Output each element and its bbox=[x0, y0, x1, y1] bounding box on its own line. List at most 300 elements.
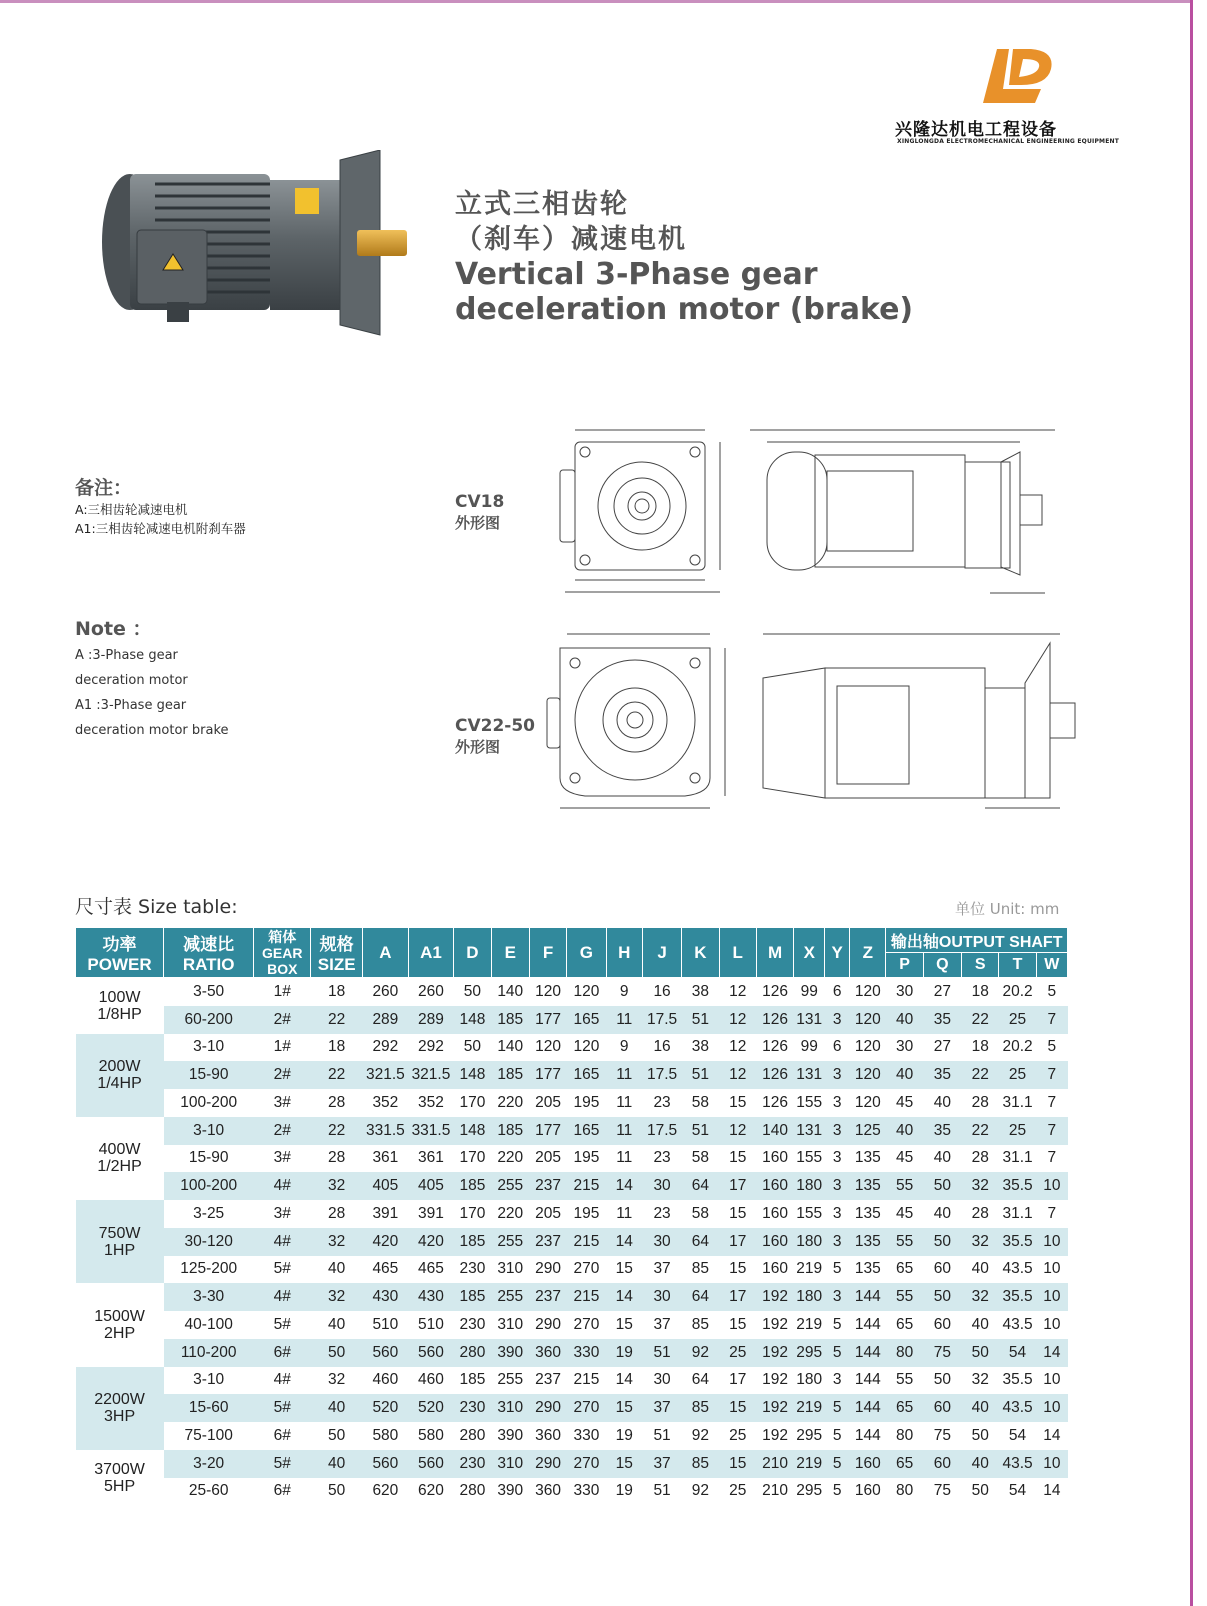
cv22-label bbox=[455, 716, 535, 757]
cv18-name: CV18 bbox=[455, 492, 505, 512]
table-cell: 120 bbox=[573, 982, 600, 1000]
table-cell: 3-50 bbox=[193, 982, 225, 1000]
table-cell: 160 bbox=[762, 1149, 788, 1167]
table-cell: 50 bbox=[923, 1283, 961, 1311]
table-cell: 192 bbox=[756, 1283, 793, 1311]
header-j: J bbox=[642, 928, 681, 978]
table-cell: 620 bbox=[372, 1482, 399, 1500]
table-cell: 5 bbox=[1047, 982, 1057, 1000]
table-cell: 260 bbox=[418, 982, 444, 1000]
table-row bbox=[76, 1394, 1068, 1422]
table-cell: 255 bbox=[491, 1283, 529, 1311]
table-cell: 6# bbox=[273, 1426, 291, 1444]
table-cell: 37 bbox=[642, 1394, 681, 1422]
table-cell: 120 bbox=[854, 1038, 881, 1056]
table-cell: 64 bbox=[682, 1283, 719, 1311]
table-cell: 210 bbox=[762, 1482, 788, 1500]
table-cell: 126 bbox=[762, 1093, 788, 1111]
table-cell: 37 bbox=[653, 1315, 671, 1333]
table-cell: 170 bbox=[459, 1149, 486, 1167]
table-cell: 17 bbox=[719, 1172, 756, 1200]
header-k: K bbox=[682, 928, 719, 978]
brand-logo bbox=[895, 45, 1120, 145]
table-cell: 1# bbox=[273, 982, 291, 1000]
table-cell: 3-25 bbox=[193, 1204, 225, 1222]
table-cell: 361 bbox=[372, 1149, 399, 1167]
table-cell: 295 bbox=[796, 1426, 823, 1444]
table-cell: 15 bbox=[729, 1149, 747, 1167]
table-cell: 45 bbox=[895, 1204, 914, 1222]
header-q: Q bbox=[923, 953, 961, 978]
cv22-drawing bbox=[545, 628, 1115, 833]
table-cell: 192 bbox=[762, 1426, 788, 1444]
table-cell: 58 bbox=[691, 1093, 710, 1111]
product-title bbox=[455, 187, 913, 327]
table-cell: 3 bbox=[832, 1093, 842, 1111]
table-cell: 7 bbox=[1047, 1204, 1057, 1222]
table-cell: 126 bbox=[756, 1061, 793, 1089]
header-ratio-cn: 减速比 bbox=[183, 935, 235, 954]
table-cell: 51 bbox=[682, 1061, 719, 1089]
table-cell: 230 bbox=[454, 1394, 491, 1422]
remark-block bbox=[75, 473, 246, 538]
table-cell: 177 bbox=[529, 1006, 566, 1034]
table-cell: 219 bbox=[794, 1450, 825, 1478]
table-cell: 64 bbox=[691, 1371, 710, 1389]
table-cell: 5# bbox=[254, 1450, 311, 1478]
table-cell: 2# bbox=[254, 1006, 311, 1034]
table-cell: 430 bbox=[363, 1283, 409, 1311]
table-cell: 17 bbox=[719, 1283, 756, 1311]
table-cell: 120 bbox=[535, 982, 562, 1000]
header-m: M bbox=[756, 928, 793, 978]
table-cell: 58 bbox=[691, 1204, 710, 1222]
table-cell: 16 bbox=[653, 982, 671, 1000]
table-cell: 4# bbox=[254, 1283, 311, 1311]
header-y: Y bbox=[825, 928, 850, 978]
table-cell: 140 bbox=[497, 1038, 524, 1056]
table-cell: 170 bbox=[459, 1204, 486, 1222]
table-cell: 28 bbox=[971, 1093, 989, 1111]
header-size-cn: 规格 bbox=[319, 935, 354, 954]
table-row bbox=[76, 1311, 1068, 1339]
header-gear-cn: 箱体 bbox=[268, 928, 297, 945]
table-cell: 7 bbox=[1036, 1006, 1067, 1034]
table-cell: 15 bbox=[615, 1315, 633, 1333]
table-row bbox=[76, 978, 1068, 1006]
table-row bbox=[76, 1200, 1068, 1228]
table-cell: 3 bbox=[832, 1204, 842, 1222]
table-cell: 148 bbox=[454, 1006, 491, 1034]
power-cell bbox=[76, 1450, 164, 1506]
table-cell: 50 bbox=[328, 1482, 346, 1500]
power-cell bbox=[76, 1200, 164, 1283]
header-s: S bbox=[962, 953, 999, 978]
header-size-en: SIZE bbox=[317, 955, 356, 974]
table-cell: 120 bbox=[854, 982, 881, 1000]
table-row bbox=[76, 1089, 1068, 1117]
table-cell: 219 bbox=[796, 1315, 823, 1333]
table-cell: 270 bbox=[567, 1394, 606, 1422]
table-cell: 15-90 bbox=[164, 1061, 254, 1089]
table-cell: 28 bbox=[971, 1149, 989, 1167]
table-cell: 280 bbox=[454, 1339, 491, 1367]
table-cell: 420 bbox=[363, 1228, 409, 1256]
header-w: W bbox=[1036, 953, 1067, 978]
table-cell: 12 bbox=[729, 1038, 747, 1056]
table-cell: 58 bbox=[691, 1149, 710, 1167]
power-cell bbox=[76, 1034, 164, 1117]
table-cell: 18 bbox=[971, 982, 989, 1000]
table-cell: 30 bbox=[642, 1172, 681, 1200]
header-h: H bbox=[606, 928, 642, 978]
table-cell: 125-200 bbox=[180, 1260, 238, 1278]
header-ratio bbox=[164, 928, 254, 978]
table-cell: 255 bbox=[497, 1371, 524, 1389]
table-cell: 19 bbox=[606, 1339, 642, 1367]
table-cell: 510 bbox=[418, 1315, 444, 1333]
table-cell: 215 bbox=[567, 1228, 606, 1256]
table-cell: 330 bbox=[567, 1339, 606, 1367]
table-cell: 280 bbox=[459, 1426, 486, 1444]
table-cell: 360 bbox=[535, 1482, 562, 1500]
table-cell: 237 bbox=[529, 1228, 566, 1256]
table-cell: 120 bbox=[850, 1061, 886, 1089]
table-cell: 65 bbox=[895, 1315, 914, 1333]
table-cell: 270 bbox=[567, 1450, 606, 1478]
table-cell: 230 bbox=[459, 1260, 486, 1278]
table-cell: 23 bbox=[653, 1204, 671, 1222]
table-cell: 40 bbox=[933, 1149, 952, 1167]
table-cell: 85 bbox=[682, 1450, 719, 1478]
table-cell: 85 bbox=[691, 1260, 710, 1278]
table-cell: 22 bbox=[311, 1061, 363, 1089]
table-cell: 17.5 bbox=[642, 1006, 681, 1034]
table-cell: 205 bbox=[535, 1149, 562, 1167]
table-cell: 460 bbox=[418, 1371, 444, 1389]
table-cell: 321.5 bbox=[408, 1061, 454, 1089]
table-cell: 144 bbox=[854, 1371, 881, 1389]
table-row bbox=[76, 1422, 1068, 1450]
table-cell: 25 bbox=[999, 1117, 1036, 1145]
table-cell: 11 bbox=[616, 1093, 633, 1111]
header-gear-en2: BOX bbox=[267, 960, 298, 977]
table-cell: 5 bbox=[832, 1426, 842, 1444]
table-cell: 144 bbox=[854, 1426, 881, 1444]
table-cell: 290 bbox=[529, 1394, 566, 1422]
table-row bbox=[76, 1450, 1068, 1478]
table-cell: 50 bbox=[962, 1339, 999, 1367]
table-cell: 20.2 bbox=[1002, 1038, 1033, 1056]
table-cell: 295 bbox=[796, 1482, 823, 1500]
table-cell: 14 bbox=[1043, 1426, 1061, 1444]
table-cell: 3 bbox=[825, 1172, 850, 1200]
table-cell: 255 bbox=[491, 1172, 529, 1200]
table-cell: 15 bbox=[729, 1315, 747, 1333]
table-cell: 3 bbox=[825, 1061, 850, 1089]
table-cell: 32 bbox=[971, 1371, 989, 1389]
table-cell: 28 bbox=[328, 1204, 346, 1222]
table-cell: 60 bbox=[923, 1394, 961, 1422]
table-cell: 43.5 bbox=[1002, 1260, 1033, 1278]
table-cell: 92 bbox=[682, 1339, 719, 1367]
table-cell: 192 bbox=[762, 1315, 788, 1333]
table-cell: 22 bbox=[311, 1117, 363, 1145]
power-watts: 100W bbox=[98, 988, 141, 1006]
table-cell: 3-10 bbox=[164, 1117, 254, 1145]
table-cell: 50 bbox=[463, 1038, 482, 1056]
power-hp: 1/4HP bbox=[97, 1075, 142, 1093]
header-t: T bbox=[999, 953, 1036, 978]
table-cell: 25 bbox=[999, 1061, 1036, 1089]
table-cell: 580 bbox=[418, 1426, 444, 1444]
table-cell: 331.5 bbox=[363, 1117, 409, 1145]
size-table-body bbox=[76, 978, 1068, 1506]
table-cell: 160 bbox=[854, 1482, 881, 1500]
table-cell: 15 bbox=[729, 1260, 747, 1278]
table-row bbox=[76, 1228, 1068, 1256]
note-line: deceration motor brake bbox=[75, 723, 229, 738]
table-row bbox=[76, 1061, 1068, 1089]
table-cell: 14 bbox=[606, 1283, 642, 1311]
power-hp: 2HP bbox=[103, 1324, 136, 1342]
logo-english-name: XINGLONGDA ELECTROMECHANICAL ENGINEERING EQUIPMENT bbox=[897, 138, 1120, 145]
power-watts: 3700W bbox=[94, 1460, 145, 1478]
table-cell: 65 bbox=[886, 1394, 923, 1422]
table-cell: 10 bbox=[1036, 1228, 1067, 1256]
table-cell: 5# bbox=[273, 1260, 291, 1278]
table-cell: 361 bbox=[418, 1149, 444, 1167]
note-block bbox=[75, 614, 229, 743]
table-cell: 19 bbox=[615, 1426, 633, 1444]
table-cell: 180 bbox=[794, 1283, 825, 1311]
remark-line: A1:三相齿轮减速电机附刹车器 bbox=[75, 521, 246, 536]
table-cell: 215 bbox=[573, 1371, 600, 1389]
table-cell: 100-200 bbox=[164, 1172, 254, 1200]
table-cell: 50 bbox=[971, 1482, 989, 1500]
table-cell: 55 bbox=[886, 1283, 923, 1311]
table-cell: 210 bbox=[756, 1450, 793, 1478]
table-cell: 390 bbox=[497, 1482, 524, 1500]
table-cell: 580 bbox=[372, 1426, 399, 1444]
table-cell: 10 bbox=[1036, 1283, 1067, 1311]
table-cell: 3-10 bbox=[193, 1038, 225, 1056]
table-cell: 420 bbox=[408, 1228, 454, 1256]
table-cell: 165 bbox=[567, 1006, 606, 1034]
table-cell: 12 bbox=[729, 982, 747, 1000]
table-cell: 40 bbox=[311, 1394, 363, 1422]
table-cell: 144 bbox=[850, 1394, 886, 1422]
table-cell: 51 bbox=[642, 1339, 681, 1367]
table-cell: 18 bbox=[328, 982, 346, 1000]
table-cell: 237 bbox=[529, 1283, 566, 1311]
table-cell: 28 bbox=[328, 1149, 346, 1167]
table-cell: 25 bbox=[729, 1426, 747, 1444]
table-cell: 192 bbox=[756, 1339, 793, 1367]
table-cell: 22 bbox=[311, 1006, 363, 1034]
table-cell: 5 bbox=[825, 1450, 850, 1478]
table-cell: 160 bbox=[756, 1172, 793, 1200]
table-cell: 17.5 bbox=[642, 1061, 681, 1089]
table-cell: 295 bbox=[794, 1339, 825, 1367]
table-cell: 92 bbox=[691, 1426, 710, 1444]
table-cell: 160 bbox=[756, 1228, 793, 1256]
cv18-label bbox=[455, 492, 504, 533]
table-row bbox=[76, 1172, 1068, 1200]
table-cell: 6 bbox=[832, 982, 842, 1000]
table-cell: 5 bbox=[1047, 1038, 1057, 1056]
table-cell: 43.5 bbox=[1002, 1315, 1033, 1333]
table-cell: 30-120 bbox=[164, 1228, 254, 1256]
table-cell: 144 bbox=[854, 1315, 881, 1333]
table-cell: 3# bbox=[273, 1149, 291, 1167]
power-watts: 750W bbox=[98, 1224, 141, 1242]
power-watts: 2200W bbox=[94, 1391, 145, 1409]
table-cell: 25 bbox=[999, 1006, 1036, 1034]
table-cell: 30 bbox=[895, 1038, 914, 1056]
table-cell: 220 bbox=[497, 1204, 524, 1222]
table-cell: 11 bbox=[606, 1117, 642, 1145]
table-cell: 160 bbox=[850, 1450, 886, 1478]
table-cell: 192 bbox=[756, 1394, 793, 1422]
power-hp: 1HP bbox=[103, 1241, 136, 1259]
table-cell: 177 bbox=[529, 1117, 566, 1145]
table-cell: 31.1 bbox=[1002, 1093, 1033, 1111]
table-cell: 35.5 bbox=[999, 1228, 1036, 1256]
table-cell: 185 bbox=[459, 1371, 486, 1389]
table-cell: 30 bbox=[653, 1371, 671, 1389]
table-cell: 10 bbox=[1036, 1172, 1067, 1200]
table-cell: 9 bbox=[619, 982, 629, 1000]
table-cell: 75 bbox=[933, 1482, 952, 1500]
table-cell: 45 bbox=[895, 1093, 914, 1111]
table-cell: 18 bbox=[971, 1038, 989, 1056]
table-cell: 100-200 bbox=[180, 1093, 238, 1111]
header-p: P bbox=[886, 953, 923, 978]
power-cell bbox=[76, 1117, 164, 1200]
table-cell: 352 bbox=[372, 1093, 399, 1111]
table-cell: 32 bbox=[962, 1283, 999, 1311]
table-cell: 126 bbox=[756, 1006, 793, 1034]
cv18-drawing bbox=[545, 415, 1115, 605]
table-cell: 40 bbox=[971, 1260, 989, 1278]
table-row bbox=[76, 1478, 1068, 1506]
table-cell: 126 bbox=[762, 1038, 788, 1056]
table-cell: 120 bbox=[535, 1038, 562, 1056]
table-cell: 219 bbox=[794, 1394, 825, 1422]
table-cell: 5 bbox=[832, 1315, 842, 1333]
table-cell: 30 bbox=[895, 982, 914, 1000]
table-cell: 15 bbox=[719, 1450, 756, 1478]
table-cell: 5 bbox=[825, 1339, 850, 1367]
table-cell: 5 bbox=[832, 1260, 842, 1278]
table-cell: 290 bbox=[535, 1260, 562, 1278]
table-cell: 64 bbox=[682, 1172, 719, 1200]
table-cell: 3# bbox=[273, 1204, 291, 1222]
table-cell: 289 bbox=[408, 1006, 454, 1034]
power-cell bbox=[76, 1367, 164, 1450]
table-cell: 6 bbox=[832, 1038, 842, 1056]
table-cell: 75 bbox=[933, 1426, 952, 1444]
table-cell: 99 bbox=[800, 982, 818, 1000]
table-cell: 32 bbox=[311, 1228, 363, 1256]
table-cell: 40 bbox=[886, 1006, 923, 1034]
cv22-name: CV22-50 bbox=[455, 716, 536, 736]
note-line: A1 :3-Phase gear bbox=[75, 698, 187, 713]
table-cell: 15 bbox=[615, 1260, 633, 1278]
table-cell: 215 bbox=[567, 1283, 606, 1311]
table-cell: 2# bbox=[254, 1061, 311, 1089]
table-cell: 292 bbox=[372, 1038, 399, 1056]
power-hp: 1/8HP bbox=[97, 1005, 142, 1023]
table-cell: 321.5 bbox=[363, 1061, 409, 1089]
table-cell: 12 bbox=[719, 1061, 756, 1089]
table-cell: 11 bbox=[616, 1204, 633, 1222]
header-output-shaft: 输出轴OUTPUT SHAFT bbox=[886, 928, 1068, 953]
table-cell: 75 bbox=[923, 1339, 961, 1367]
table-cell: 30 bbox=[642, 1283, 681, 1311]
table-cell: 28 bbox=[328, 1093, 346, 1111]
table-cell: 560 bbox=[363, 1339, 409, 1367]
table-cell: 352 bbox=[418, 1093, 444, 1111]
table-cell: 11 bbox=[616, 1149, 633, 1167]
note-heading: Note ： bbox=[75, 618, 152, 640]
table-cell: 15 bbox=[719, 1394, 756, 1422]
table-cell: 120 bbox=[854, 1093, 881, 1111]
table-cell: 40 bbox=[933, 1093, 952, 1111]
table-cell: 17 bbox=[719, 1228, 756, 1256]
table-cell: 37 bbox=[653, 1260, 671, 1278]
table-cell: 310 bbox=[491, 1394, 529, 1422]
table-row bbox=[76, 1283, 1068, 1311]
table-row bbox=[76, 1006, 1068, 1034]
table-cell: 60-200 bbox=[164, 1006, 254, 1034]
header-power-en: POWER bbox=[87, 955, 152, 974]
table-cell: 110-200 bbox=[164, 1339, 254, 1367]
table-cell: 31.1 bbox=[1002, 1204, 1033, 1222]
table-cell: 5 bbox=[832, 1482, 842, 1500]
table-row bbox=[76, 1034, 1068, 1062]
table-cell: 125 bbox=[850, 1117, 886, 1145]
note-line: deceration motor bbox=[75, 673, 188, 688]
table-cell: 177 bbox=[529, 1061, 566, 1089]
table-cell: 15 bbox=[606, 1394, 642, 1422]
table-cell: 289 bbox=[363, 1006, 409, 1034]
table-cell: 205 bbox=[535, 1204, 562, 1222]
power-cell bbox=[76, 978, 164, 1034]
table-cell: 80 bbox=[895, 1482, 914, 1500]
table-cell: 360 bbox=[529, 1339, 566, 1367]
table-cell: 10 bbox=[1043, 1371, 1061, 1389]
table-cell: 7 bbox=[1047, 1093, 1057, 1111]
header-ratio-en: RATIO bbox=[182, 955, 235, 974]
table-cell: 185 bbox=[454, 1283, 491, 1311]
power-watts: 400W bbox=[98, 1141, 141, 1159]
table-cell: 135 bbox=[854, 1149, 881, 1167]
table-cell: 230 bbox=[459, 1315, 486, 1333]
table-cell: 4# bbox=[273, 1371, 291, 1389]
table-cell: 35.5 bbox=[999, 1172, 1036, 1200]
table-cell: 1# bbox=[273, 1038, 291, 1056]
header-l: L bbox=[719, 928, 756, 978]
table-cell: 120 bbox=[850, 1006, 886, 1034]
note-line: A :3-Phase gear bbox=[75, 648, 178, 663]
header-power-cn: 功率 bbox=[102, 935, 137, 954]
table-cell: 185 bbox=[454, 1172, 491, 1200]
header-z: Z bbox=[850, 928, 886, 978]
table-cell: 35.5 bbox=[1002, 1371, 1033, 1389]
table-cell: 135 bbox=[850, 1228, 886, 1256]
